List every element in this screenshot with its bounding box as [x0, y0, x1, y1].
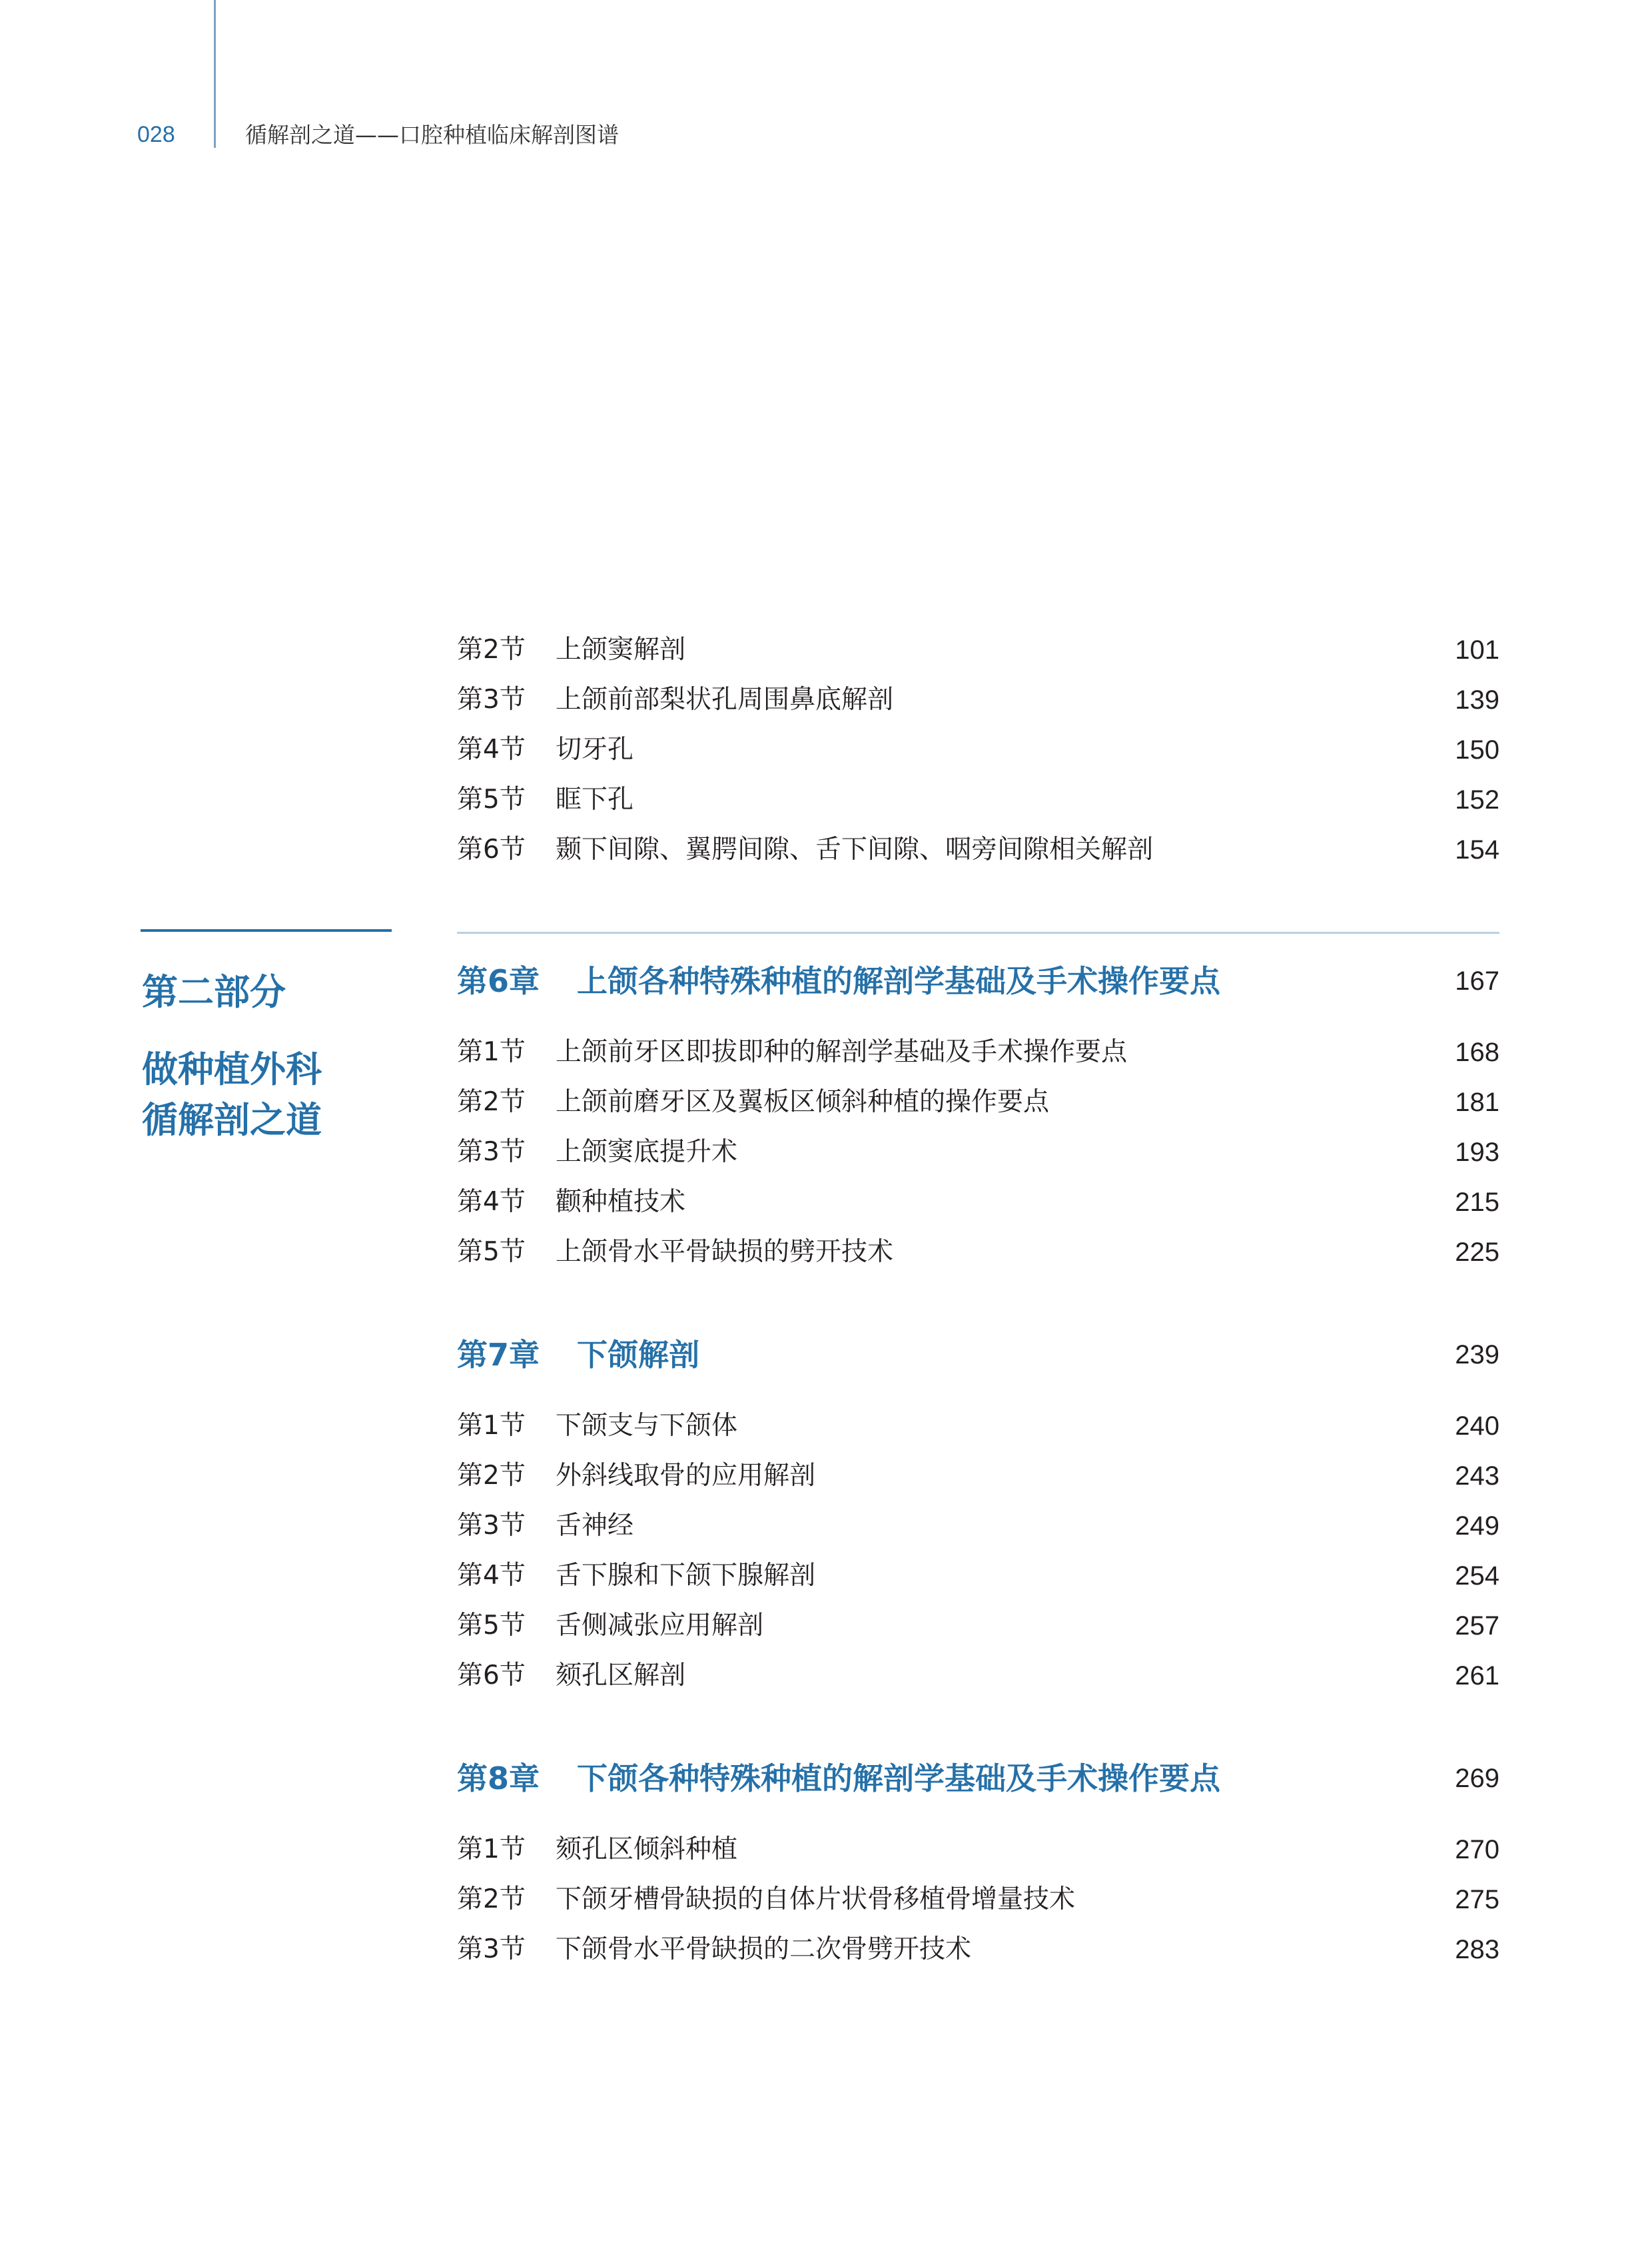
section-number: 第4节 [457, 1561, 526, 1591]
running-header-title: 循解剖之道——口腔种植临床解剖图谱 [245, 122, 619, 148]
header-vertical-rule [214, 0, 216, 148]
section-number: 第1节 [457, 1411, 526, 1441]
section-number: 第5节 [457, 1611, 526, 1641]
section-page: 139 [1455, 685, 1499, 715]
section-page: 152 [1455, 785, 1499, 815]
section-number: 第3节 [457, 1511, 526, 1541]
toc-section-row[interactable] [457, 1556, 1499, 1596]
section-title: 下颌牙槽骨缺损的自体片状骨移植骨增量技术 [556, 1884, 1076, 1914]
toc-section-row[interactable] [457, 1456, 1499, 1496]
chapter-title: 下颌各种特殊种植的解剖学基础及手术操作要点 [577, 1760, 1220, 1796]
section-title: 舌侧减张应用解剖 [556, 1611, 764, 1641]
section-number: 第2节 [457, 1461, 526, 1491]
chapter-page: 269 [1455, 1764, 1499, 1793]
section-title: 舌下腺和下颌下腺解剖 [556, 1561, 816, 1591]
chapter-number: 第6章 [457, 963, 540, 999]
chapter-title: 上颌各种特殊种植的解剖学基础及手术操作要点 [577, 963, 1220, 999]
section-page: 249 [1455, 1511, 1499, 1541]
page-number: 028 [137, 122, 175, 147]
chapter-title: 下颌解剖 [577, 1337, 699, 1373]
chapter-divider-rule [457, 932, 1499, 934]
part-title-line-2: 循解剖之道 [142, 1099, 322, 1141]
section-title: 颧种植技术 [556, 1187, 686, 1217]
part-label: 第二部分 [142, 971, 286, 1013]
section-title: 颏孔区解剖 [556, 1661, 686, 1690]
section-number: 第4节 [457, 1187, 526, 1217]
toc-chapter-row[interactable] [457, 959, 1499, 1003]
section-page: 243 [1455, 1461, 1499, 1491]
section-number: 第2节 [457, 1884, 526, 1914]
section-title: 上颌前牙区即拔即种的解剖学基础及手术操作要点 [556, 1037, 1128, 1067]
section-title: 舌神经 [556, 1511, 634, 1541]
section-page: 254 [1455, 1561, 1499, 1591]
toc-section-row[interactable] [457, 1082, 1499, 1122]
toc-section-row[interactable] [457, 1032, 1499, 1072]
toc-section-row[interactable] [457, 1656, 1499, 1696]
toc-section-row[interactable] [457, 1830, 1499, 1870]
toc-section-row[interactable] [457, 1930, 1499, 1970]
part-title-line-1: 做种植外科 [142, 1048, 322, 1090]
chapter-number: 第8章 [457, 1760, 540, 1796]
toc-chapter-row[interactable] [457, 1333, 1499, 1377]
section-title: 上颌前部梨状孔周围鼻底解剖 [556, 685, 894, 715]
toc-section-row[interactable] [457, 780, 1499, 820]
toc-section-row[interactable] [457, 1232, 1499, 1272]
section-page: 168 [1455, 1038, 1499, 1067]
section-number: 第6节 [457, 1661, 526, 1690]
section-page: 270 [1455, 1835, 1499, 1864]
section-number: 第3节 [457, 1137, 526, 1167]
section-number: 第4节 [457, 735, 526, 765]
section-number: 第2节 [457, 635, 526, 665]
section-page: 101 [1455, 635, 1499, 665]
section-title: 颞下间隙、翼腭间隙、舌下间隙、咽旁间隙相关解剖 [556, 835, 1154, 865]
section-title: 切牙孔 [556, 735, 634, 765]
section-number: 第1节 [457, 1037, 526, 1067]
section-page: 240 [1455, 1411, 1499, 1441]
toc-section-row[interactable] [457, 730, 1499, 770]
section-page: 193 [1455, 1138, 1499, 1167]
section-page: 257 [1455, 1611, 1499, 1641]
chapter-page: 239 [1455, 1340, 1499, 1369]
section-title: 颏孔区倾斜种植 [556, 1834, 738, 1864]
section-page: 150 [1455, 735, 1499, 765]
chapter-number: 第7章 [457, 1337, 540, 1373]
toc-section-row[interactable] [457, 1506, 1499, 1546]
section-title: 下颌骨水平骨缺损的二次骨劈开技术 [556, 1934, 972, 1964]
section-title: 上颌窦底提升术 [556, 1137, 738, 1167]
section-title: 眶下孔 [556, 785, 634, 815]
section-number: 第6节 [457, 835, 526, 865]
toc-section-row[interactable] [457, 1880, 1499, 1920]
section-number: 第1节 [457, 1834, 526, 1864]
toc-section-row[interactable] [457, 680, 1499, 720]
section-page: 215 [1455, 1188, 1499, 1217]
section-number: 第2节 [457, 1087, 526, 1117]
section-page: 261 [1455, 1661, 1499, 1690]
section-title: 上颌窦解剖 [556, 635, 686, 665]
part-divider-rule [141, 929, 392, 932]
section-title: 下颌支与下颌体 [556, 1411, 738, 1441]
section-page: 225 [1455, 1238, 1499, 1267]
section-page: 275 [1455, 1885, 1499, 1914]
toc-section-row[interactable] [457, 1132, 1499, 1172]
section-page: 283 [1455, 1935, 1499, 1964]
section-number: 第5节 [457, 785, 526, 815]
part-title [142, 1044, 322, 1146]
section-number: 第3节 [457, 685, 526, 715]
section-number: 第3节 [457, 1934, 526, 1964]
toc-section-row[interactable] [457, 1606, 1499, 1646]
section-title: 外斜线取骨的应用解剖 [556, 1461, 816, 1491]
toc-section-row[interactable] [457, 830, 1499, 870]
toc-section-row[interactable] [457, 630, 1499, 670]
section-title: 上颌前磨牙区及翼板区倾斜种植的操作要点 [556, 1087, 1050, 1117]
section-page: 154 [1455, 835, 1499, 865]
section-page: 181 [1455, 1088, 1499, 1117]
section-number: 第5节 [457, 1237, 526, 1267]
chapter-page: 167 [1455, 966, 1499, 996]
toc-section-row[interactable] [457, 1182, 1499, 1222]
toc-section-row[interactable] [457, 1406, 1499, 1446]
section-title: 上颌骨水平骨缺损的劈开技术 [556, 1237, 894, 1267]
toc-chapter-row[interactable] [457, 1756, 1499, 1800]
